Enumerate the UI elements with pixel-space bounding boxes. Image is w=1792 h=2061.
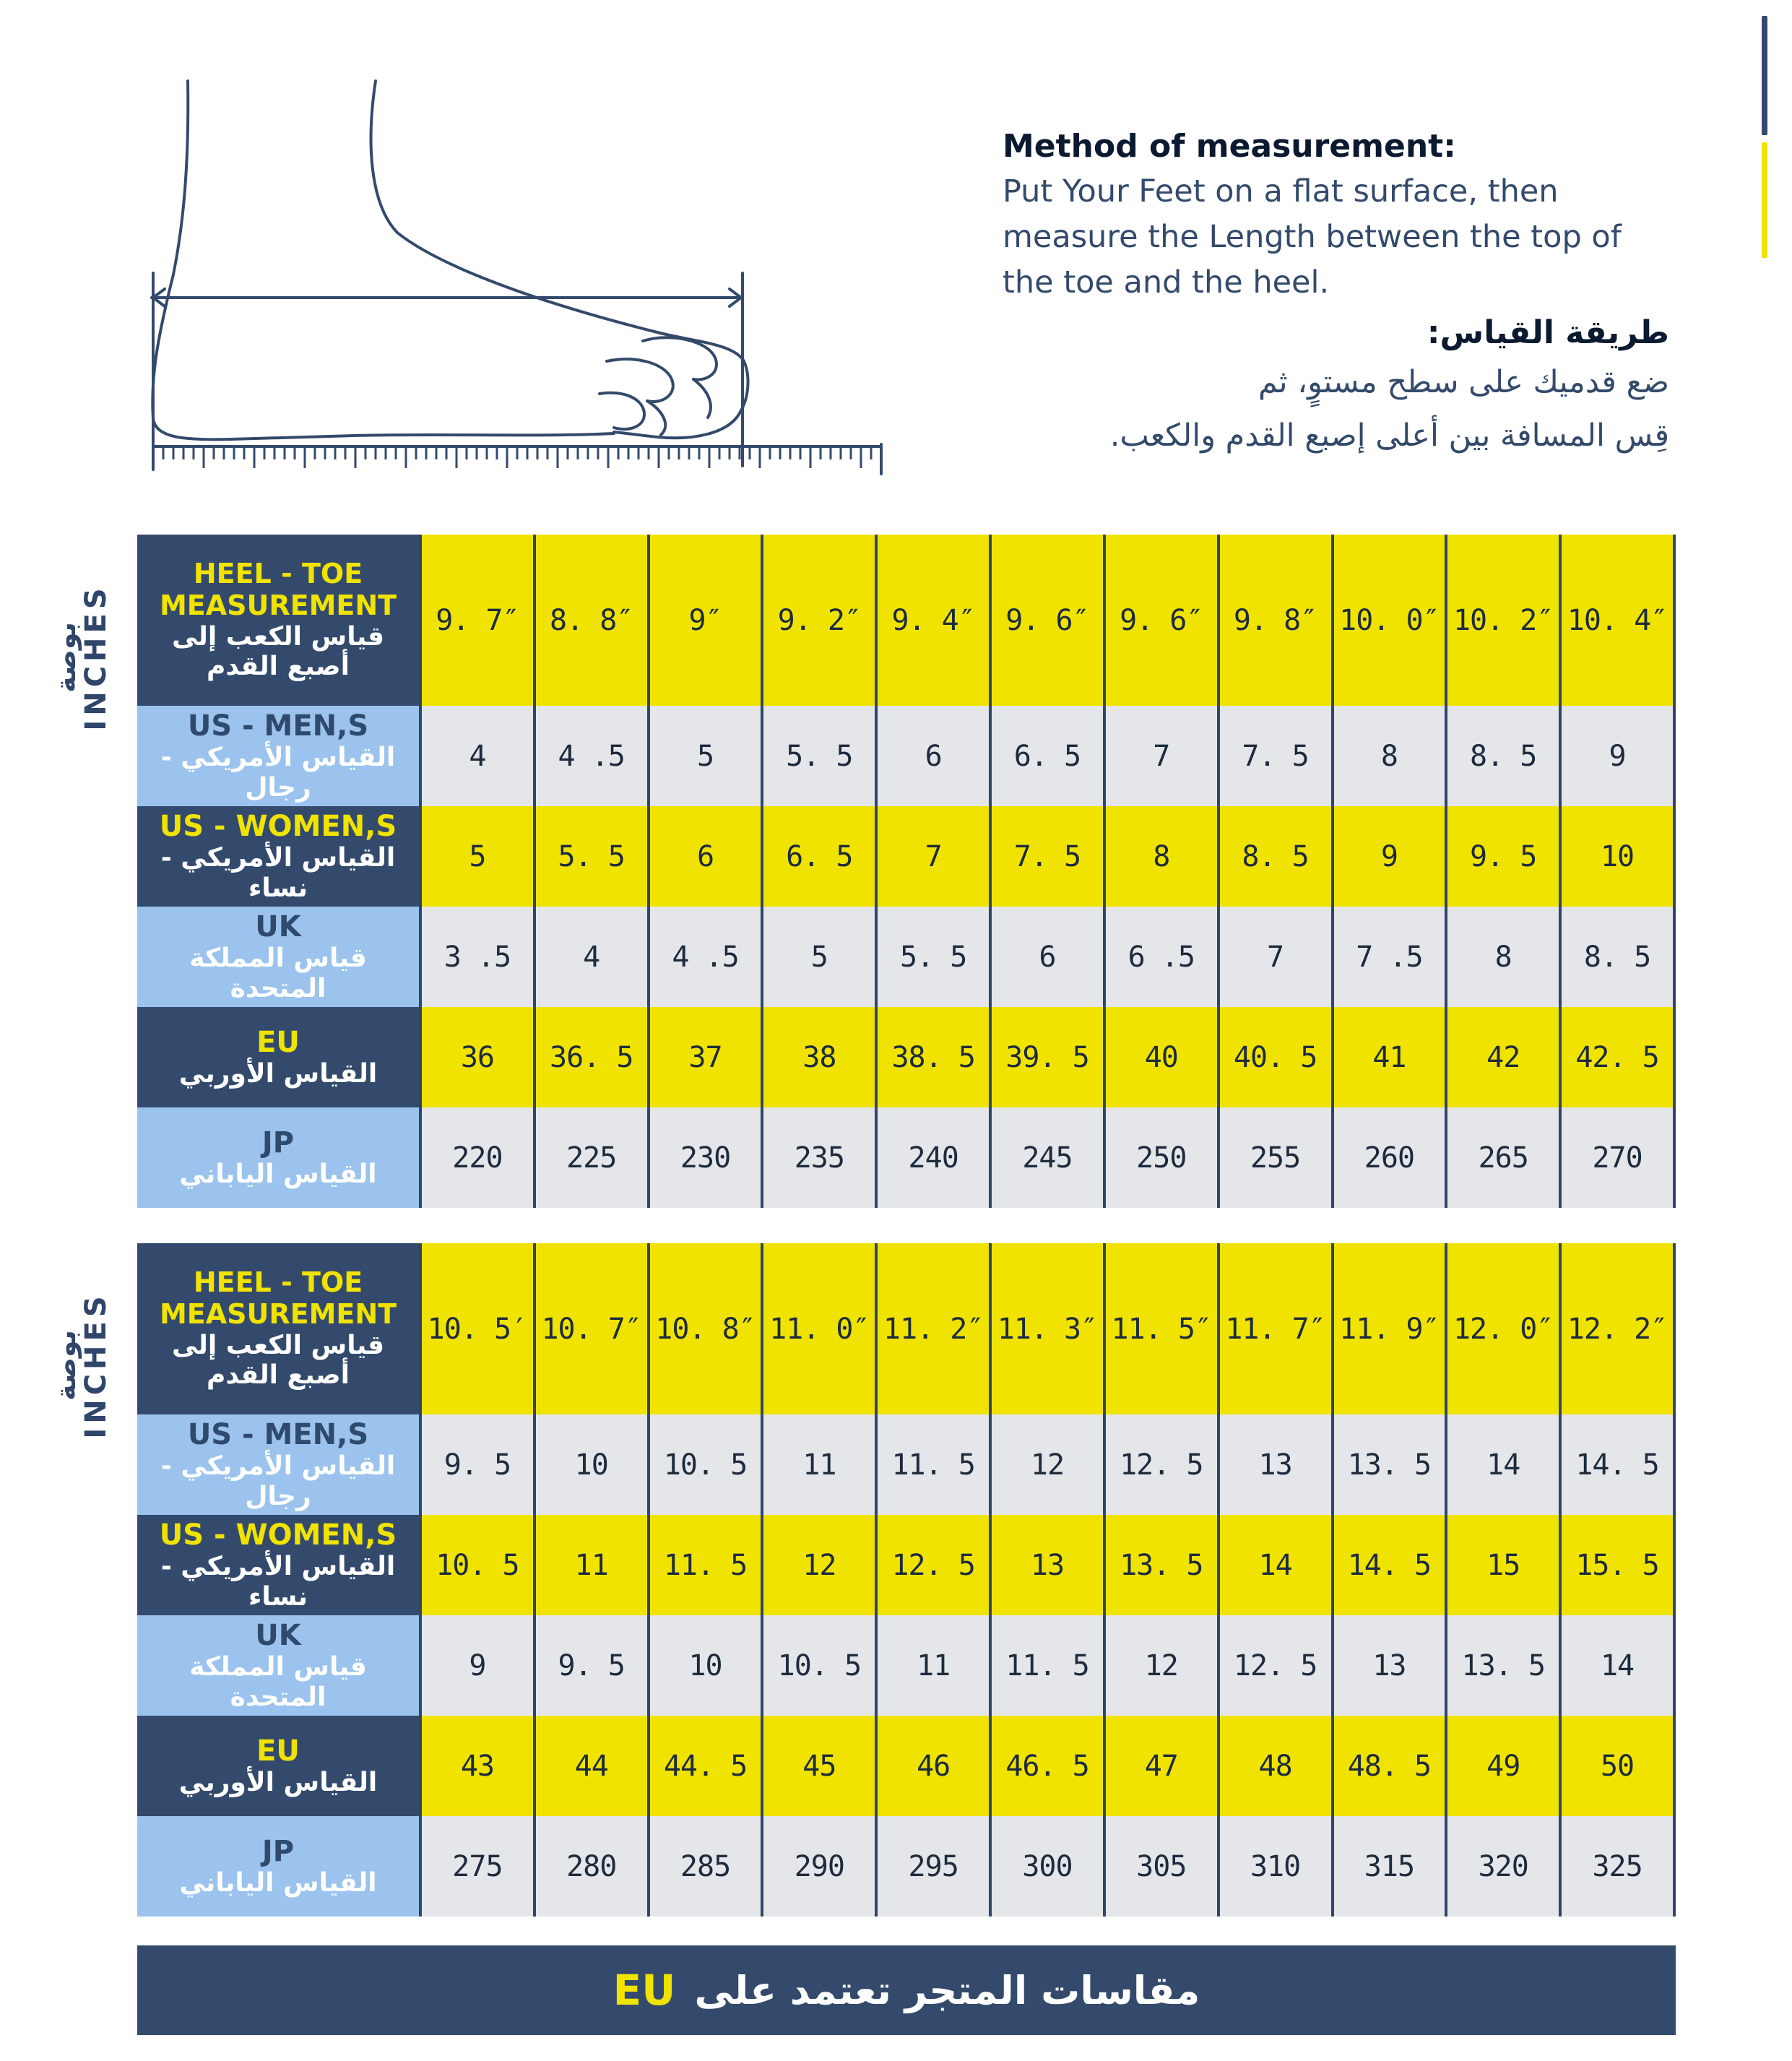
size-value-cell: 11: [876, 1615, 990, 1716]
size-value-cell: 13: [1219, 1414, 1333, 1515]
inches-side-label: [42, 1279, 121, 1452]
size-value-cell: 10. 4″: [1560, 535, 1674, 706]
size-value-cell: 275: [420, 1816, 534, 1917]
size-value-cell: 10. 5′: [420, 1243, 534, 1414]
size-value-cell: 42: [1446, 1007, 1560, 1107]
size-value-cell: 230: [649, 1107, 763, 1208]
row-header-ar: القياس الأمريكي - رجال: [160, 1451, 396, 1511]
size-value-cell: 37: [649, 1007, 763, 1107]
row-header-en: US - MEN,S: [187, 709, 369, 743]
size-value-cell: 10. 7″: [534, 1243, 649, 1414]
size-value-cell: 44: [534, 1716, 649, 1816]
size-value-cell: 4 .5: [534, 706, 649, 806]
size-value-cell: 245: [990, 1107, 1104, 1208]
inches-label-en: INCHES: [79, 584, 113, 731]
size-value-cell: 11. 5″: [1104, 1243, 1219, 1414]
size-value-cell: 7: [1219, 907, 1333, 1007]
size-value-cell: 43: [420, 1716, 534, 1816]
size-value-cell: 8. 5: [1446, 706, 1560, 806]
size-value-cell: 13: [1333, 1615, 1447, 1716]
row-header-en: JP: [261, 1125, 295, 1159]
accent-bar-navy: [1762, 16, 1767, 135]
size-value-cell: 9: [1333, 806, 1447, 907]
size-value-cell: 295: [876, 1816, 990, 1917]
method-en-block: [1003, 124, 1696, 306]
size-value-cell: 12: [990, 1414, 1104, 1515]
size-row-heel: [137, 535, 1674, 706]
size-row-eu: [137, 1716, 1674, 1816]
row-header-en: UK: [255, 1619, 301, 1653]
size-value-cell: 5. 5: [876, 907, 990, 1007]
size-value-cell: 10: [534, 1414, 649, 1515]
size-value-cell: 9. 6″: [1104, 535, 1219, 706]
size-value-cell: 14: [1219, 1515, 1333, 1615]
size-value-cell: 15. 5: [1560, 1515, 1674, 1615]
size-value-cell: 8. 5: [1560, 907, 1674, 1007]
row-header-ar: قياس المملكة المتحدة: [189, 1652, 367, 1712]
size-value-cell: 4 .5: [649, 907, 763, 1007]
size-value-cell: 11: [762, 1414, 876, 1515]
size-value-cell: 10. 5: [762, 1615, 876, 1716]
size-value-cell: 13: [990, 1515, 1104, 1615]
size-value-cell: 40. 5: [1219, 1007, 1333, 1107]
method-text-en-line: Put Your Feet on a flat surface, then: [1003, 173, 1559, 209]
size-value-cell: 8: [1446, 907, 1560, 1007]
size-value-cell: 8. 5: [1219, 806, 1333, 907]
size-value-cell: 220: [420, 1107, 534, 1208]
size-value-cell: 12: [1104, 1615, 1219, 1716]
size-value-cell: 7 .5: [1333, 907, 1447, 1007]
inches-label-en: INCHES: [79, 1292, 113, 1439]
size-value-cell: 14. 5: [1560, 1414, 1674, 1515]
row-header-us-women: [137, 806, 420, 907]
size-value-cell: 10. 2″: [1446, 535, 1560, 706]
size-value-cell: 325: [1560, 1816, 1674, 1917]
method-title-ar: طريقة القياس:: [1427, 314, 1669, 351]
size-value-cell: 12. 5: [876, 1515, 990, 1615]
size-value-cell: 265: [1446, 1107, 1560, 1208]
size-table-1: [137, 535, 1676, 1208]
size-row-us-women: [137, 1515, 1674, 1615]
size-value-cell: 300: [990, 1816, 1104, 1917]
row-header-eu: [137, 1716, 420, 1816]
size-value-cell: 11. 9″: [1333, 1243, 1447, 1414]
size-value-cell: 310: [1219, 1816, 1333, 1917]
inches-label-ar: بوصة: [50, 622, 82, 693]
size-value-cell: 12. 5: [1104, 1414, 1219, 1515]
size-value-cell: 9. 7″: [420, 535, 534, 706]
size-value-cell: 49: [1446, 1716, 1560, 1816]
size-row-us-men: [137, 706, 1674, 806]
method-text-en-line: measure the Length between the top of: [1003, 219, 1622, 255]
size-value-cell: 9. 5: [534, 1615, 649, 1716]
size-value-cell: 11. 3″: [990, 1243, 1104, 1414]
size-value-cell: 7: [1104, 706, 1219, 806]
size-value-cell: 8. 8″: [534, 535, 649, 706]
size-value-cell: 6. 5: [990, 706, 1104, 806]
size-row-uk: [137, 1615, 1674, 1716]
inches-label-ar: بوصة: [50, 1330, 82, 1401]
size-value-cell: 6: [876, 706, 990, 806]
size-value-cell: 6: [990, 907, 1104, 1007]
size-value-cell: 11. 5: [990, 1615, 1104, 1716]
foot-measurement-icon: [137, 72, 903, 477]
size-value-cell: 42. 5: [1560, 1007, 1674, 1107]
footer-ar-text: مقاسات المتجر تعتمد على: [694, 1967, 1200, 2013]
size-value-cell: 14: [1446, 1414, 1560, 1515]
method-title-en: Method of measurement:: [1003, 128, 1456, 165]
row-header-en: UK: [255, 910, 301, 944]
row-header-us-women: [137, 1515, 420, 1615]
size-value-cell: 10: [1560, 806, 1674, 907]
size-value-cell: 36: [420, 1007, 534, 1107]
size-value-cell: 250: [1104, 1107, 1219, 1208]
size-value-cell: 6: [649, 806, 763, 907]
row-header-uk: [137, 1615, 420, 1716]
size-value-cell: 8: [1104, 806, 1219, 907]
size-value-cell: 41: [1333, 1007, 1447, 1107]
size-value-cell: 9: [420, 1615, 534, 1716]
size-value-cell: 13. 5: [1104, 1515, 1219, 1615]
row-header-us-men: [137, 706, 420, 806]
size-value-cell: 46: [876, 1716, 990, 1816]
row-header-en: EU: [256, 1025, 300, 1059]
size-value-cell: 11. 0″: [762, 1243, 876, 1414]
row-header-en: US - WOMEN,S: [159, 810, 397, 844]
size-value-cell: 6 .5: [1104, 907, 1219, 1007]
size-value-cell: 38: [762, 1007, 876, 1107]
size-value-cell: 11. 2″: [876, 1243, 990, 1414]
row-header-ar: القياس الأوربي: [178, 1767, 378, 1797]
size-value-cell: 11. 7″: [1219, 1243, 1333, 1414]
row-header-heel: [137, 1243, 420, 1414]
size-value-cell: 5: [420, 806, 534, 907]
row-header-ar: القياس الأمريكي - رجال: [160, 743, 396, 803]
size-value-cell: 9. 8″: [1219, 535, 1333, 706]
size-row-heel: [137, 1243, 1674, 1414]
row-header-en: EU: [256, 1734, 300, 1768]
inches-side-label: [42, 571, 121, 744]
size-row-jp: [137, 1816, 1674, 1917]
size-row-jp: [137, 1107, 1674, 1208]
row-header-uk: [137, 907, 420, 1007]
size-value-cell: 255: [1219, 1107, 1333, 1208]
size-table-2: [137, 1243, 1676, 1917]
size-value-cell: 40: [1104, 1007, 1219, 1107]
size-value-cell: 8: [1333, 706, 1447, 806]
size-row-us-men: [137, 1414, 1674, 1515]
size-value-cell: 11. 5: [649, 1515, 763, 1615]
size-value-cell: 315: [1333, 1816, 1447, 1917]
size-value-cell: 5: [762, 907, 876, 1007]
size-value-cell: 12: [762, 1515, 876, 1615]
size-value-cell: 14. 5: [1333, 1515, 1447, 1615]
size-value-cell: 270: [1560, 1107, 1674, 1208]
row-header-ar: القياس الياباني: [179, 1159, 377, 1189]
size-value-cell: 10. 0″: [1333, 535, 1447, 706]
row-header-en: US - WOMEN,S: [159, 1518, 397, 1552]
size-value-cell: 225: [534, 1107, 649, 1208]
size-value-cell: 36. 5: [534, 1007, 649, 1107]
row-header-ar: قياس الكعب إلى أصبع القدم: [171, 1330, 385, 1391]
size-value-cell: 10: [649, 1615, 763, 1716]
size-row-uk: [137, 907, 1674, 1007]
row-header-ar: قياس الكعب إلى أصبع القدم: [171, 621, 385, 682]
row-header-en: HEEL - TOE MEASUREMENT: [159, 558, 397, 622]
footer-banner: [137, 1945, 1676, 2035]
size-value-cell: 46. 5: [990, 1716, 1104, 1816]
row-header-ar: القياس الياباني: [179, 1867, 377, 1898]
size-value-cell: 10. 5: [420, 1515, 534, 1615]
size-value-cell: 9″: [649, 535, 763, 706]
size-value-cell: 260: [1333, 1107, 1447, 1208]
size-value-cell: 13. 5: [1333, 1414, 1447, 1515]
size-value-cell: 6. 5: [762, 806, 876, 907]
row-header-us-men: [137, 1414, 420, 1515]
size-value-cell: 5. 5: [534, 806, 649, 907]
size-value-cell: 7. 5: [1219, 706, 1333, 806]
size-value-cell: 7. 5: [990, 806, 1104, 907]
method-text-en-line: the toe and the heel.: [1003, 264, 1330, 301]
row-header-jp: [137, 1107, 420, 1208]
size-value-cell: 320: [1446, 1816, 1560, 1917]
size-value-cell: 48. 5: [1333, 1716, 1447, 1816]
size-value-cell: 13. 5: [1446, 1615, 1560, 1716]
row-header-ar: القياس الأمريكي - نساء: [160, 843, 396, 903]
row-header-ar: القياس الأوربي: [178, 1058, 378, 1089]
size-value-cell: 11: [534, 1515, 649, 1615]
size-value-cell: 39. 5: [990, 1007, 1104, 1107]
row-header-en: HEEL - TOE MEASUREMENT: [159, 1266, 397, 1331]
size-value-cell: 12. 5: [1219, 1615, 1333, 1716]
size-value-cell: 5. 5: [762, 706, 876, 806]
row-header-ar: قياس المملكة المتحدة: [189, 943, 367, 1003]
size-value-cell: 10. 5: [649, 1414, 763, 1515]
size-value-cell: 4: [534, 907, 649, 1007]
size-value-cell: 12. 2″: [1560, 1243, 1674, 1414]
size-value-cell: 47: [1104, 1716, 1219, 1816]
row-header-jp: [137, 1816, 420, 1917]
size-value-cell: 235: [762, 1107, 876, 1208]
size-value-cell: 14: [1560, 1615, 1674, 1716]
row-header-eu: [137, 1007, 420, 1107]
row-header-en: JP: [261, 1834, 295, 1868]
row-header-en: US - MEN,S: [187, 1418, 369, 1452]
size-value-cell: 9. 5: [420, 1414, 534, 1515]
size-value-cell: 240: [876, 1107, 990, 1208]
size-row-us-women: [137, 806, 1674, 907]
size-value-cell: 12. 0″: [1446, 1243, 1560, 1414]
size-value-cell: 44. 5: [649, 1716, 763, 1816]
method-text-ar-line: قِس المسافة بين أعلى إصبع القدم والكعب.: [1109, 418, 1669, 454]
size-row-eu: [137, 1007, 1674, 1107]
size-value-cell: 38. 5: [876, 1007, 990, 1107]
size-value-cell: 48: [1219, 1716, 1333, 1816]
footer-eu-text: EU: [613, 1966, 676, 2015]
size-value-cell: 5: [649, 706, 763, 806]
size-value-cell: 11. 5: [876, 1414, 990, 1515]
size-value-cell: 50: [1560, 1716, 1674, 1816]
size-value-cell: 285: [649, 1816, 763, 1917]
row-header-ar: القياس الأمريكي - نساء: [160, 1552, 396, 1612]
row-header-heel: [137, 535, 420, 706]
size-value-cell: 3 .5: [420, 907, 534, 1007]
size-value-cell: 290: [762, 1816, 876, 1917]
method-ar-block: [947, 311, 1669, 462]
size-value-cell: 9. 6″: [990, 535, 1104, 706]
size-value-cell: 9. 4″: [876, 535, 990, 706]
accent-bar-yellow: [1762, 142, 1767, 258]
size-value-cell: 15: [1446, 1515, 1560, 1615]
size-value-cell: 45: [762, 1716, 876, 1816]
size-value-cell: 4: [420, 706, 534, 806]
size-value-cell: 305: [1104, 1816, 1219, 1917]
size-value-cell: 9. 2″: [762, 535, 876, 706]
method-text-ar-line: ضع قدميك على سطح مستوٍ، ثم: [1258, 364, 1669, 400]
size-value-cell: 10. 8″: [649, 1243, 763, 1414]
size-value-cell: 9: [1560, 706, 1674, 806]
size-value-cell: 280: [534, 1816, 649, 1917]
size-value-cell: 9. 5: [1446, 806, 1560, 907]
size-value-cell: 7: [876, 806, 990, 907]
